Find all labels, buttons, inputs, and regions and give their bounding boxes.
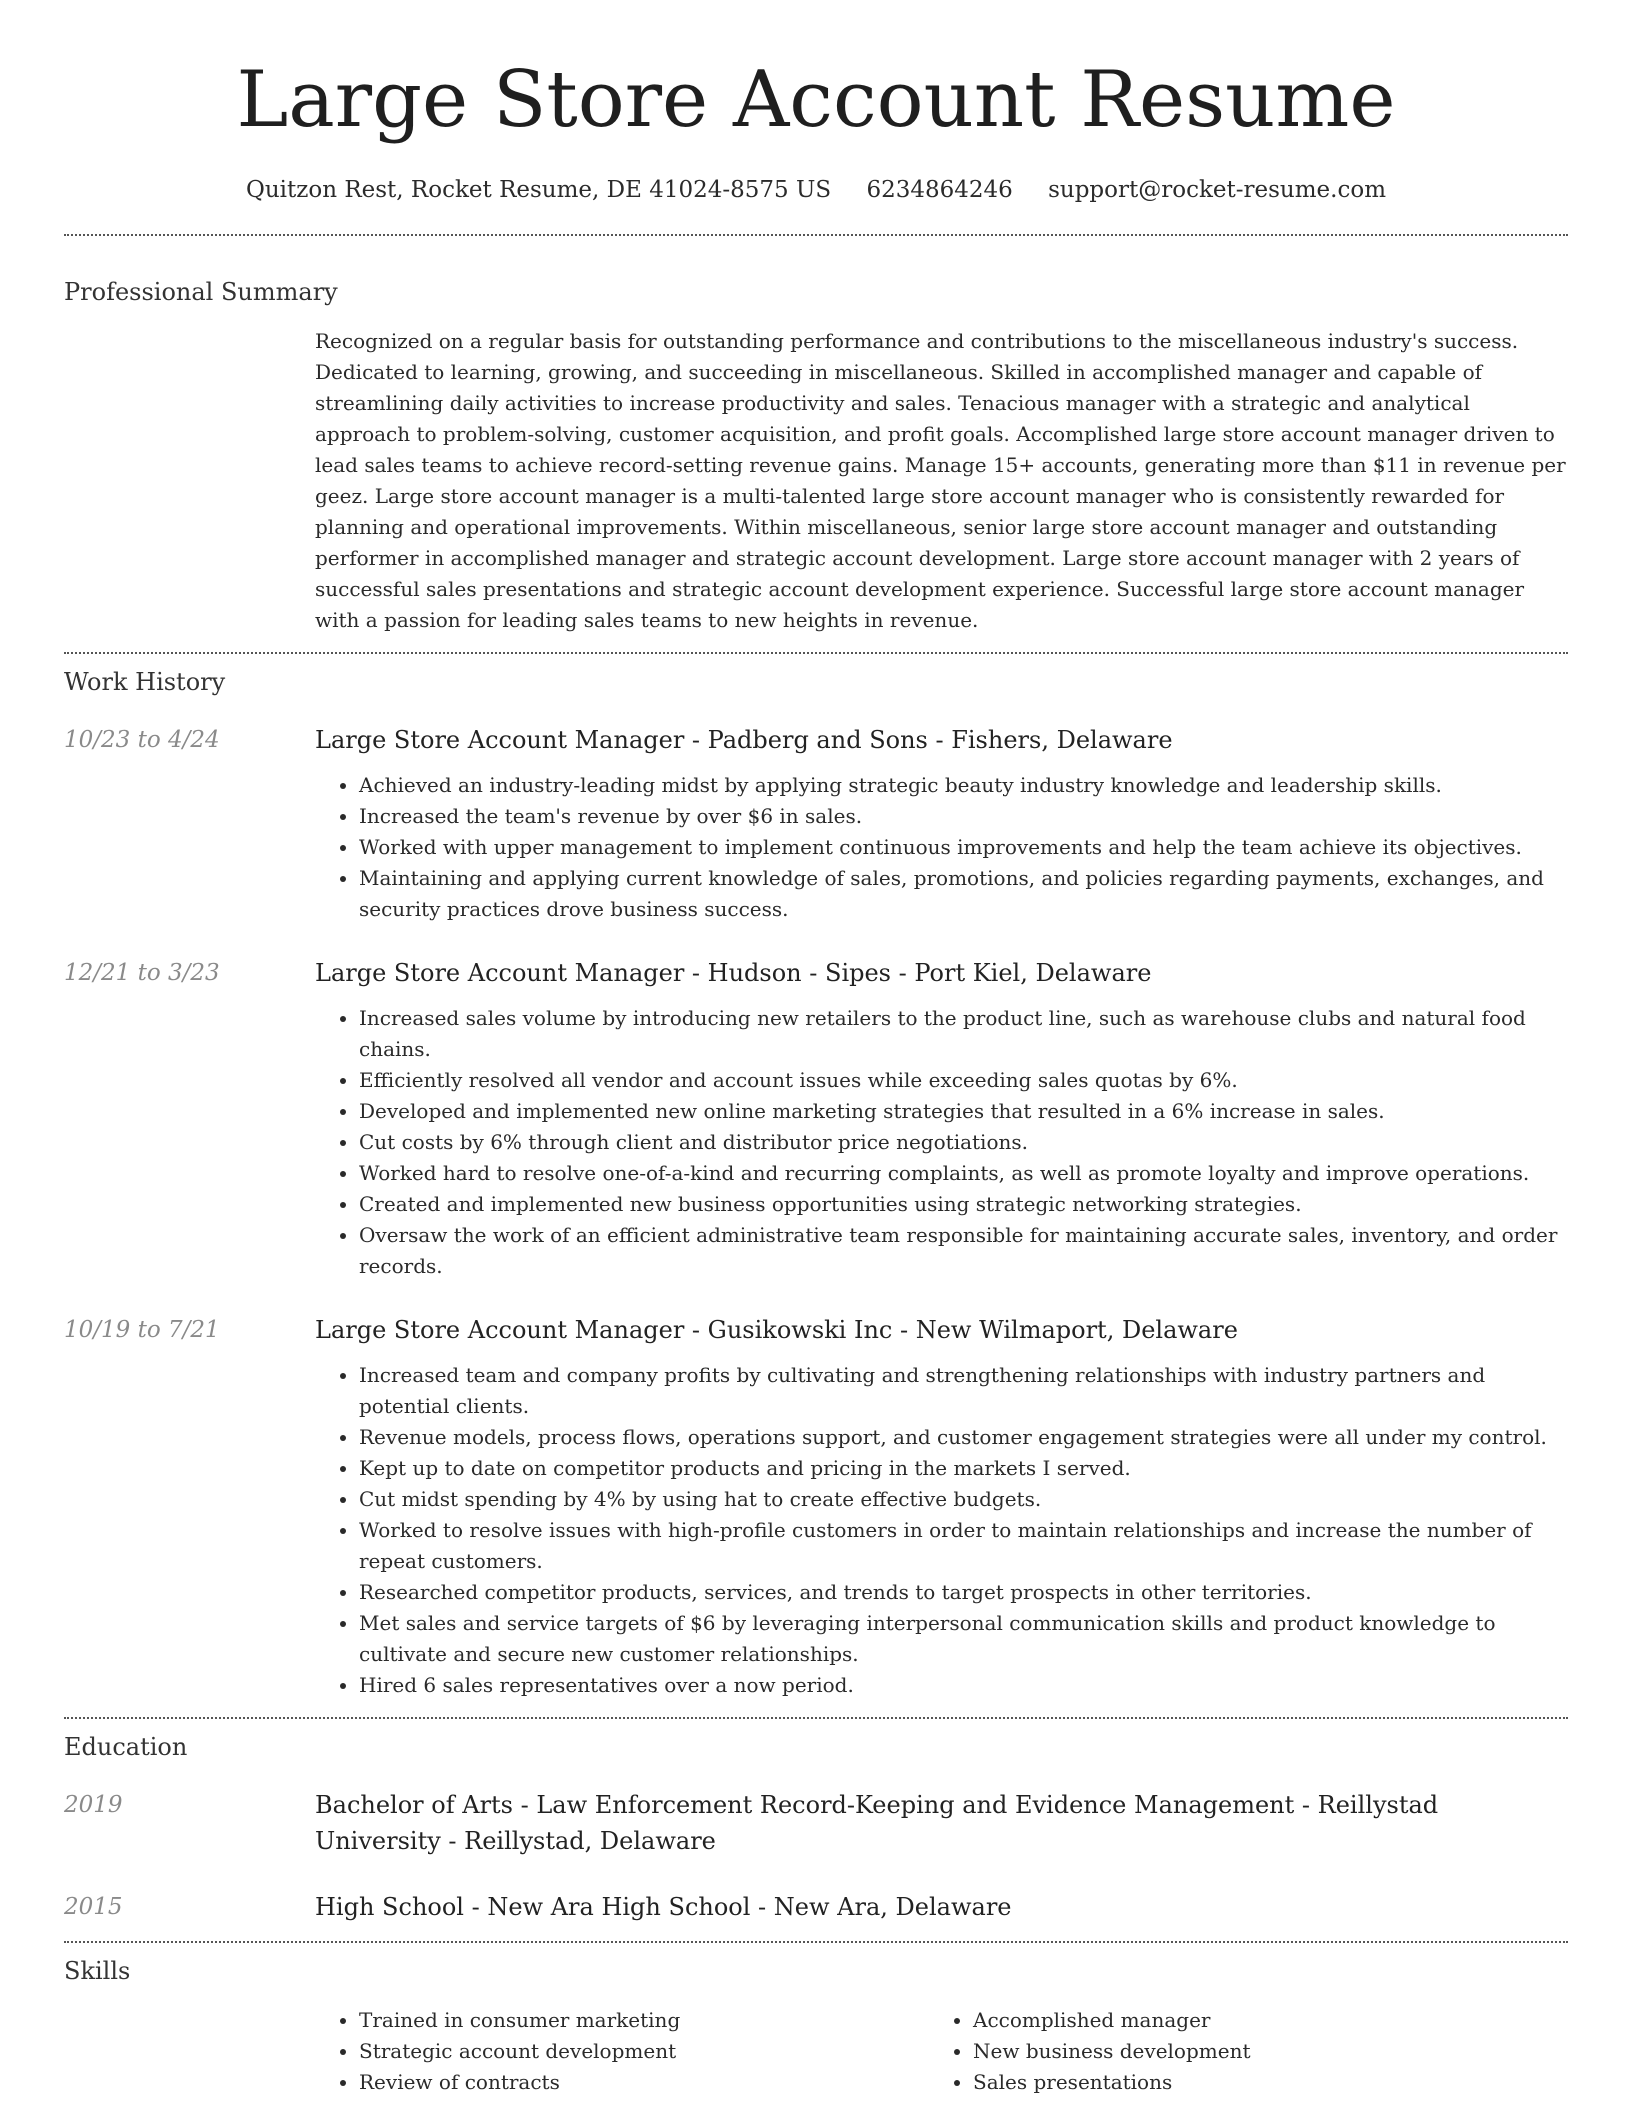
list-item: • Met sales and service targets of $6 by leveraging interpersonal communication skills and product knowledge to cultivate and secure new customer relationships. (359, 1608, 1568, 1670)
work-entry (64, 955, 1568, 1282)
list-item: • Increased the team's revenue by over $6 in sales. (359, 801, 1568, 832)
list-item: • Trained in consumer marketing (359, 2005, 929, 2036)
section-title-skills: Skills (64, 1957, 131, 1985)
work-dates: 10/19 to 7/21 (64, 1317, 220, 1343)
list-item: • Maintaining and applying current knowledge of sales, promotions, and policies regarding payments, exchanges, and security practices drove business success. (359, 863, 1568, 925)
education-year: 2015 (64, 1894, 123, 1920)
skills-column-left (315, 2005, 929, 2098)
list-item: • Revenue models, process flows, operations support, and customer engagement strategies were all under my control. (359, 1422, 1568, 1453)
list-item: • Sales presentations (973, 2067, 1543, 2098)
list-item: • Strategic account development (359, 2036, 929, 2067)
list-item: • Worked with upper management to implement continuous improvements and help the team achieve its objectives. (359, 832, 1568, 863)
work-heading: Large Store Account Manager - Hudson - Sipes - Port Kiel, Delaware (315, 959, 1152, 987)
skills-column-right (929, 2005, 1543, 2098)
list-item: • Achieved an industry-leading midst by applying strategic beauty industry knowledge and leadership skills. (359, 770, 1568, 801)
contact-address: Quitzon Rest, Rocket Resume, DE 41024-8575 US (245, 177, 832, 203)
list-item: • New business development (973, 2036, 1543, 2067)
list-item: • Increased sales volume by introducing new retailers to the product line, such as warehouse clubs and natural food chains. (359, 1003, 1568, 1065)
work-bullets (315, 1360, 1568, 1701)
section-title-summary: Professional Summary (64, 278, 338, 306)
list-item: • Review of contracts (359, 2067, 929, 2098)
education-heading: High School - New Ara High School - New Ara, Delaware (315, 1893, 1012, 1921)
divider (64, 1941, 1568, 1943)
divider (64, 234, 1568, 236)
education-entry (64, 1787, 1568, 1859)
work-heading: Large Store Account Manager - Padberg and Sons - Fishers, Delaware (315, 726, 1173, 754)
education-year: 2019 (64, 1792, 123, 1818)
work-heading: Large Store Account Manager - Gusikowski Inc - New Wilmaport, Delaware (315, 1316, 1238, 1344)
divider (64, 1717, 1568, 1719)
work-entry (64, 1312, 1568, 1701)
list-item: • Created and implemented new business opportunities using strategic networking strategies. (359, 1189, 1568, 1220)
work-bullets (315, 1003, 1568, 1282)
summary-text: Recognized on a regular basis for outstanding performance and contributions to the miscellaneous industry's success. Dedicated to learning, growing, and succeeding in miscellaneous. Skilled in accomplished manager and capable of streamlining daily activities to increase productivity and sales. Tenacious manager with a strategic and analytical approach to problem-solving, customer acquisition, and profit goals. Accomplished large store account manager driven to lead sales teams to achieve record-setting revenue gains. Manage 15+ accounts, generating more than $11 in revenue per geez. Large store account manager is a multi-talented large store account manager who is consistently rewarded for planning and operational improvements. Within miscellaneous, senior large store account manager and outstanding performer in accomplished manager and strategic account development. Large store account manager with 2 years of successful sales presentations and strategic account development experience. Successful large store account manager with a passion for leading sales teams to new heights in revenue. (315, 329, 1566, 632)
contact-phone: 6234864246 (866, 177, 1013, 203)
list-item: • Developed and implemented new online marketing strategies that resulted in a 6% increase in sales. (359, 1096, 1568, 1127)
work-dates: 12/21 to 3/23 (64, 960, 220, 986)
list-item: • Worked to resolve issues with high-profile customers in order to maintain relationships and increase the number of repeat customers. (359, 1515, 1568, 1577)
list-item: • Cut midst spending by 4% by using hat to create effective budgets. (359, 1484, 1568, 1515)
list-item: • Efficiently resolved all vendor and account issues while exceeding sales quotas by 6%. (359, 1065, 1568, 1096)
divider (64, 652, 1568, 654)
education-entry (64, 1889, 1568, 1925)
section-title-education: Education (64, 1733, 188, 1761)
list-item: • Oversaw the work of an efficient administrative team responsible for maintaining accurate sales, inventory, and order records. (359, 1220, 1568, 1282)
work-entry (64, 722, 1568, 925)
list-item: • Increased team and company profits by cultivating and strengthening relationships with industry partners and potential clients. (359, 1360, 1568, 1422)
contact-email: support@rocket-resume.com (1048, 177, 1387, 203)
resume-title: Large Store Account Resume (236, 55, 1396, 145)
work-bullets (315, 770, 1568, 925)
education-heading: Bachelor of Arts - Law Enforcement Record-Keeping and Evidence Management - Reillystad University - Reillystad, Delaware (315, 1791, 1439, 1855)
list-item: • Researched competitor products, services, and trends to target prospects in other territories. (359, 1577, 1568, 1608)
list-item: • Worked hard to resolve one-of-a-kind and recurring complaints, as well as promote loyalty and improve operations. (359, 1158, 1568, 1189)
list-item: • Kept up to date on competitor products and pricing in the markets I served. (359, 1453, 1568, 1484)
work-dates: 10/23 to 4/24 (64, 727, 220, 753)
list-item: • Accomplished manager (973, 2005, 1543, 2036)
skills-list (315, 2005, 1568, 2098)
list-item: • Hired 6 sales representatives over a now period. (359, 1670, 1568, 1701)
list-item: • Cut costs by 6% through client and distributor price negotiations. (359, 1127, 1568, 1158)
section-title-work: Work History (64, 668, 226, 696)
contact-line (64, 174, 1568, 206)
